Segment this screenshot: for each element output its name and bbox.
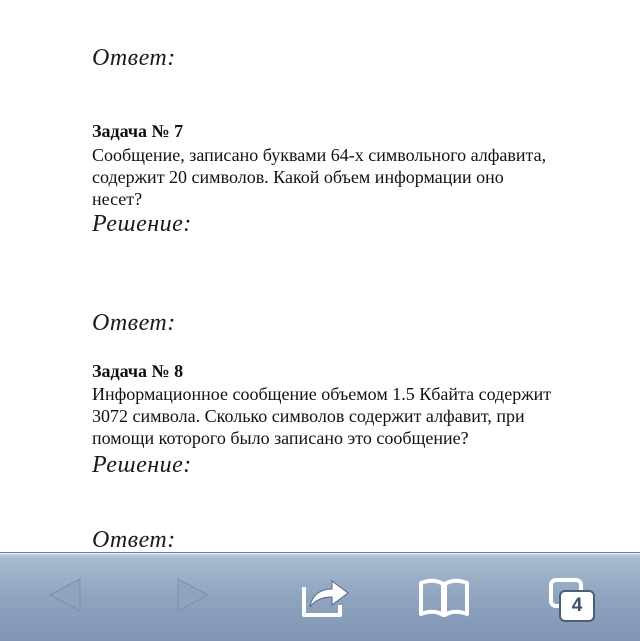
back-arrow-icon: [44, 569, 84, 621]
task-8-title: Задача № 8: [92, 361, 184, 381]
forward-arrow-icon: [172, 569, 212, 621]
task-8-line: 3072 символа. Сколько символов содержит алфавит, при: [92, 406, 525, 426]
task-7-line: содержит 20 символов. Какой объем информации оно: [92, 167, 504, 187]
answer-label: Ответ:: [92, 527, 176, 552]
forward-button[interactable]: [172, 569, 212, 621]
share-button[interactable]: [298, 569, 352, 621]
task-8-text: [92, 383, 602, 449]
bookmarks-button[interactable]: [417, 569, 471, 621]
solution-label: Решение:: [92, 452, 192, 478]
task-7-title: Задача № 7: [92, 121, 184, 141]
answer-label: Ответ:: [92, 310, 176, 336]
tab-count-badge[interactable]: 4: [559, 590, 595, 622]
task-7-line: Сообщение, записано буквами 64-х символьного алфавита,: [92, 145, 547, 165]
task-7-text: [92, 144, 602, 210]
browser-toolbar: [0, 552, 640, 641]
share-icon: [298, 569, 352, 621]
back-button[interactable]: [44, 569, 84, 621]
answer-label: Ответ:: [92, 45, 176, 71]
solution-label: Решение:: [92, 211, 192, 237]
task-7-line: несет?: [92, 189, 143, 209]
task-8-line: помощи которого было записано это сообщение?: [92, 428, 469, 448]
bookmarks-book-icon: [417, 569, 471, 621]
task-8-line: Информационное сообщение объемом 1.5 Кбайта содержит: [92, 384, 552, 404]
